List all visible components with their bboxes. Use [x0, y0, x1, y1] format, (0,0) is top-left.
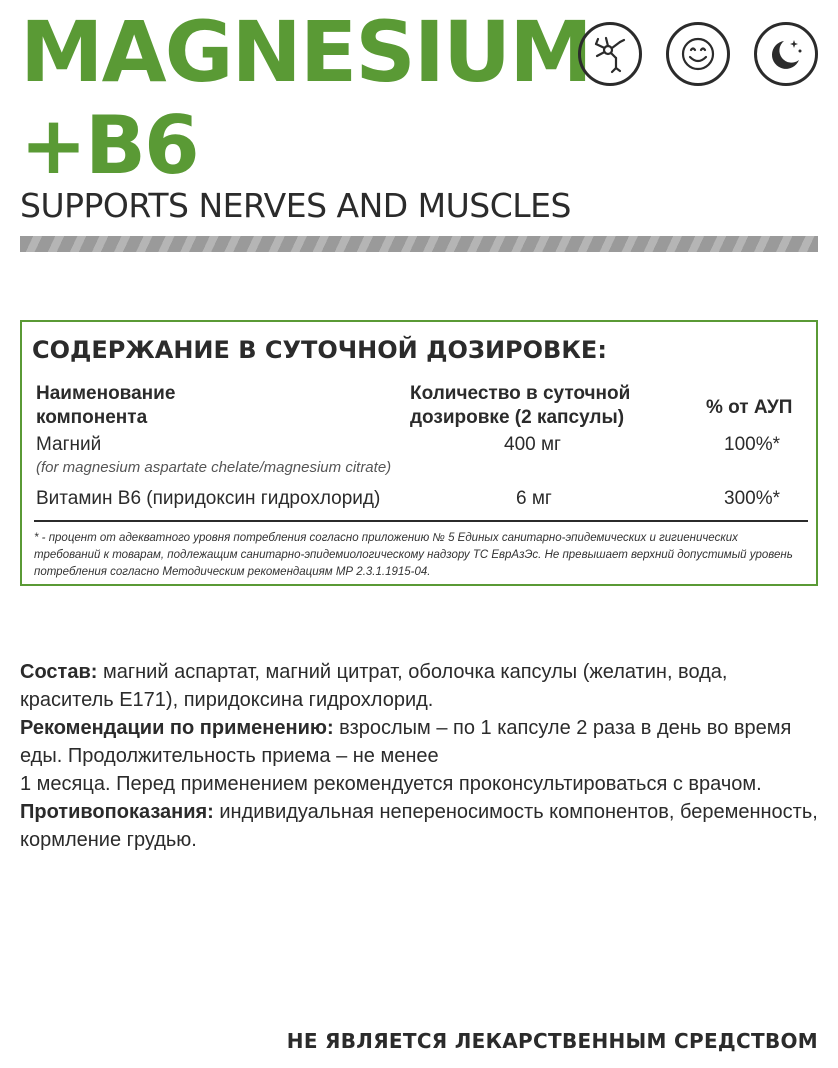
usage-text-line2: 1 месяца. Перед применением рекомендуется проконсультироваться с врачом. [20, 773, 762, 795]
row-b6-name: Витамин В6 (пиридоксин гидрохлорид) [36, 488, 381, 509]
usage-paragraph [20, 714, 818, 770]
product-info [20, 658, 818, 854]
row-magnesium-name: Магний [36, 434, 102, 455]
header-daily-amount [410, 382, 630, 430]
header-component-name-line1: Наименование [36, 383, 176, 404]
contraindications-text: индивидуальная непереносимость компонентов, беременность, кормление грудью. [20, 801, 818, 851]
composition-text: магний аспартат, магний цитрат, оболочка капсулы (желатин, вода, краситель Е171), пиридоксина гидрохлорид. [20, 661, 728, 711]
neuron-icon [578, 22, 642, 86]
header-daily-amount-line2: дозировке (2 капсулы) [410, 407, 625, 428]
moon-stars-icon [754, 22, 818, 86]
contraindications-label: Противопоказания: [20, 801, 214, 823]
header-daily-amount-line1: Количество в суточной [410, 383, 631, 404]
contraindications-paragraph [20, 798, 818, 854]
table-footnote: * - процент от адекватного уровня потребления согласно приложению № 5 Единых санитарно-эпидемических и гигиенических требований к товарам, подлежащим санитарно-эпидемиологическому надзору ТС ЕврАзЭс. Не превышает верхний допустимый уровень потребления согласно Методическим рекомендациям МР 2.3.1.1915-04. [34, 532, 793, 578]
row-b6-amount: 6 мг [516, 488, 552, 509]
benefit-icons [578, 22, 818, 86]
daily-dose-table [20, 320, 818, 586]
usage-paragraph-continued [20, 770, 818, 798]
header-component-name-line2: компонента [36, 407, 148, 428]
table-title: СОДЕРЖАНИЕ В СУТОЧНОЙ ДОЗИРОВКЕ: [32, 336, 607, 364]
row-magnesium-percent: 100%* [724, 434, 780, 455]
not-medicine-note: НЕ ЯВЛЯЕТСЯ ЛЕКАРСТВЕННЫМ СРЕДСТВОМ [286, 1029, 818, 1053]
usage-label: Рекомендации по применению: [20, 717, 334, 739]
composition-label: Состав: [20, 661, 98, 683]
table-divider [34, 520, 808, 522]
row-magnesium-note: (for magnesium aspartate chelate/magnesium citrate) [36, 459, 392, 476]
product-title [20, 3, 591, 192]
title-line2: +B6 [20, 99, 198, 192]
product-subtitle: SUPPORTS NERVES AND MUSCLES [20, 186, 571, 225]
header-component-name [36, 382, 175, 430]
composition-paragraph [20, 658, 818, 714]
title-line1: MAGNESIUM [20, 3, 591, 101]
row-magnesium-amount: 400 мг [504, 434, 561, 455]
header-percent-aup: % от АУП [706, 397, 793, 418]
row-b6-percent: 300%* [724, 488, 780, 509]
smiley-face-icon [666, 22, 730, 86]
usage-text-line1: взрослым – по 1 капсуле 2 раза в день во время еды. Продолжительность приема – не менее [20, 717, 792, 767]
decorative-stripe [20, 236, 818, 252]
